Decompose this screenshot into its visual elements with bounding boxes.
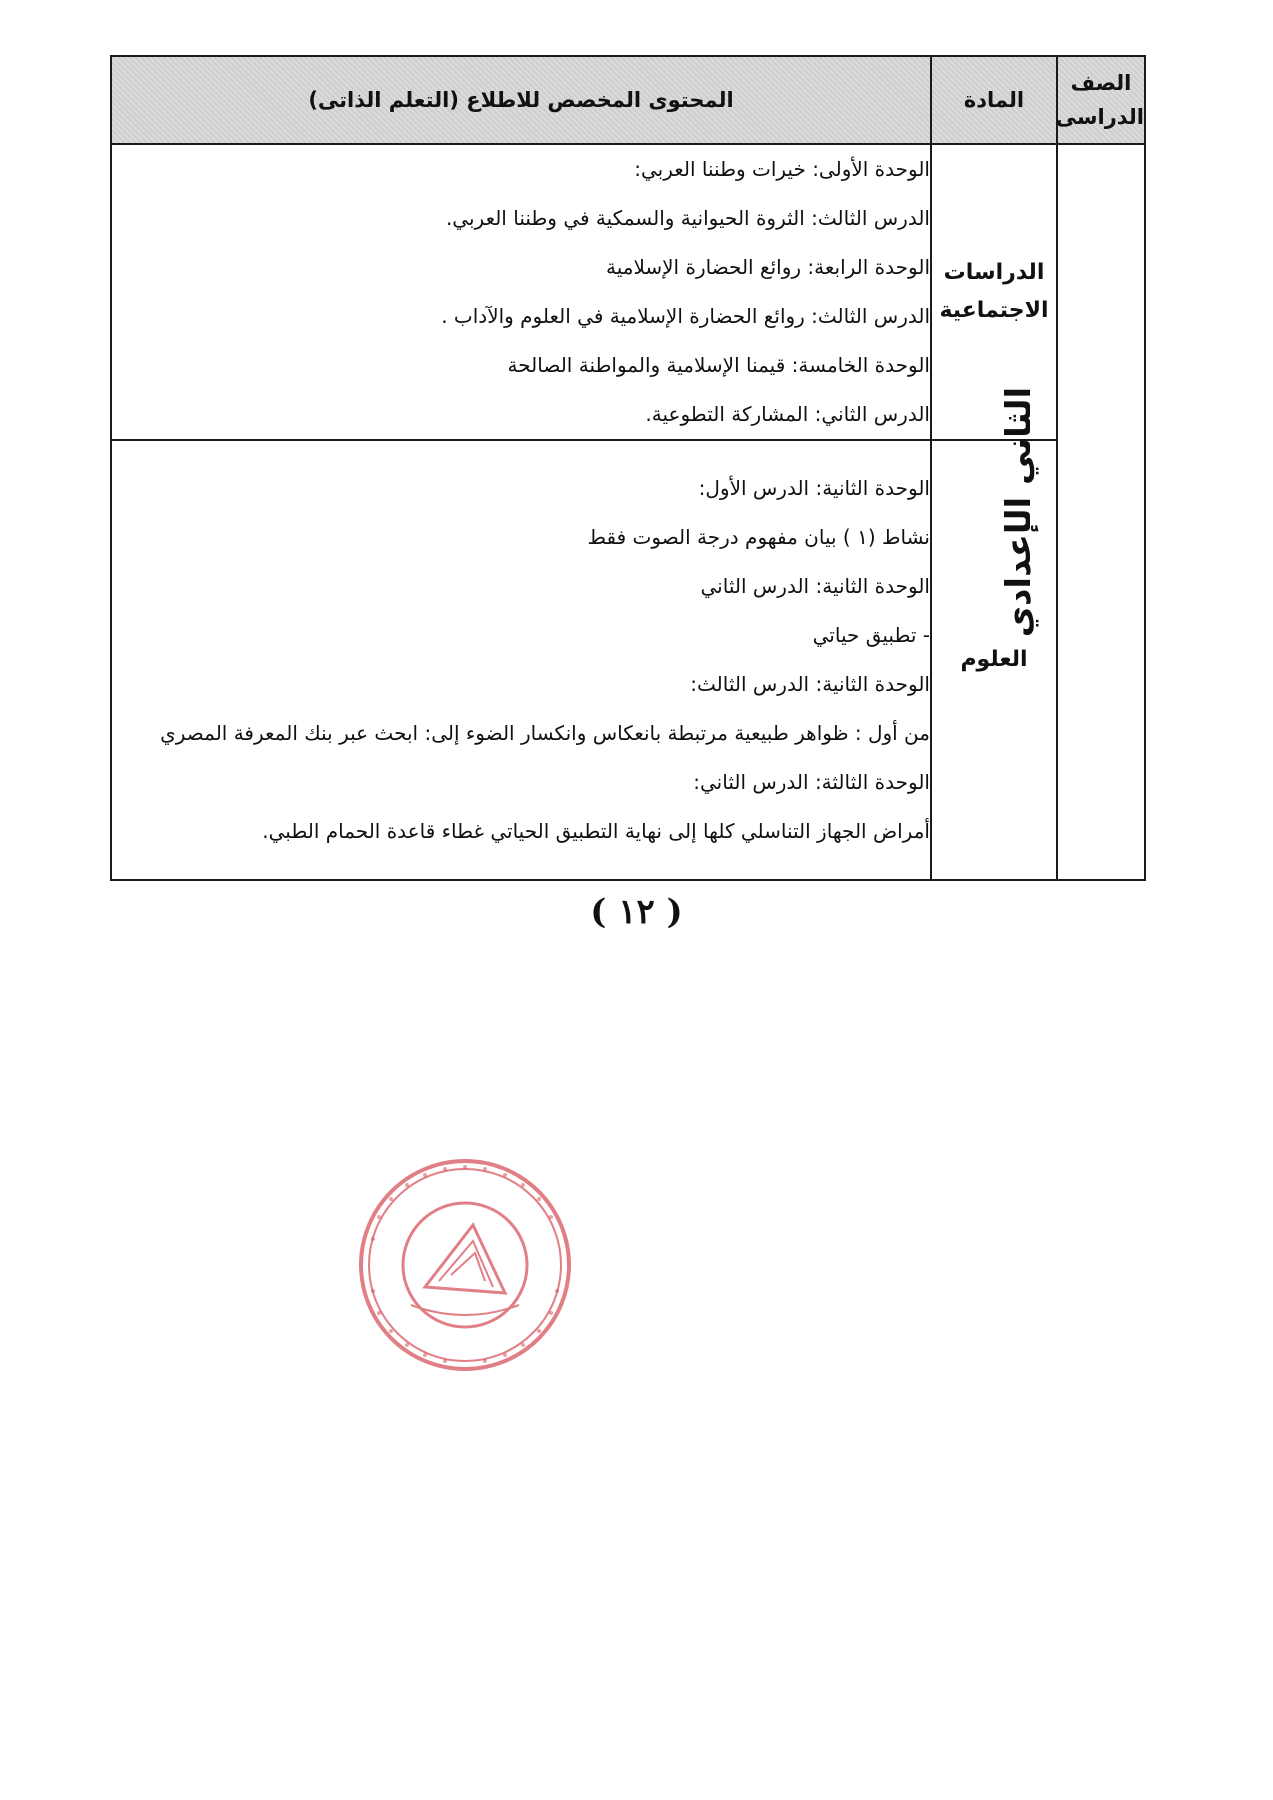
content-line: الوحدة الأولى: خيرات وطننا العربي: bbox=[634, 157, 930, 181]
content-line: أمراض الجهاز التناسلي كلها إلى نهاية التطبيق الحياتي غطاء قاعدة الحمام الطبي. bbox=[262, 819, 930, 843]
header-grade: الصف الدراسى bbox=[1057, 56, 1145, 144]
content-line: نشاط (١ ) بيان مفهوم درجة الصوت فقط bbox=[587, 525, 930, 549]
content-line: من أول : ظواهر طبيعية مرتبطة بانعكاس وانكسار الضوء إلى: ابحث عبر بنك المعرفة المصري bbox=[160, 721, 930, 745]
content-line: الدرس الثاني: المشاركة التطوعية. bbox=[645, 402, 930, 426]
content-line: الدرس الثالث: روائع الحضارة الإسلامية في العلوم والآداب . bbox=[441, 304, 930, 328]
header-subject: المادة bbox=[931, 56, 1057, 144]
grade-label: الثاني الإعدادي bbox=[998, 386, 1039, 638]
table-row-science bbox=[111, 440, 1145, 880]
content-line: الوحدة الثالثة: الدرس الثاني: bbox=[693, 770, 930, 794]
page-number: ( ١٢ ) bbox=[590, 892, 683, 932]
content-line: الدرس الثالث: الثروة الحيوانية والسمكية في وطننا العربي. bbox=[445, 206, 930, 230]
subject-social-studies: الدراسات الاجتماعية bbox=[931, 144, 1057, 440]
content-line: الوحدة الخامسة: قيمنا الإسلامية والمواطنة الصالحة bbox=[507, 353, 930, 377]
content-social-studies bbox=[111, 144, 931, 440]
syllabus-table bbox=[110, 55, 1146, 881]
table-header-row bbox=[111, 56, 1145, 144]
content-line: - تطبيق حياتي bbox=[812, 623, 930, 647]
content-line: الوحدة الثانية: الدرس الثاني bbox=[700, 574, 930, 598]
table-row-social-studies bbox=[111, 144, 1145, 440]
content-line: الوحدة الرابعة: روائع الحضارة الإسلامية bbox=[605, 255, 930, 279]
content-line: الوحدة الثانية: الدرس الثالث: bbox=[690, 672, 930, 696]
grade-cell bbox=[998, 144, 1145, 880]
official-stamp-icon bbox=[355, 1155, 575, 1375]
content-line: الوحدة الثانية: الدرس الأول: bbox=[698, 476, 930, 500]
header-content: المحتوى المخصص للاطلاع (التعلم الذاتى) bbox=[111, 56, 931, 144]
subject-science: العلوم bbox=[931, 440, 1057, 880]
content-science bbox=[111, 440, 931, 880]
